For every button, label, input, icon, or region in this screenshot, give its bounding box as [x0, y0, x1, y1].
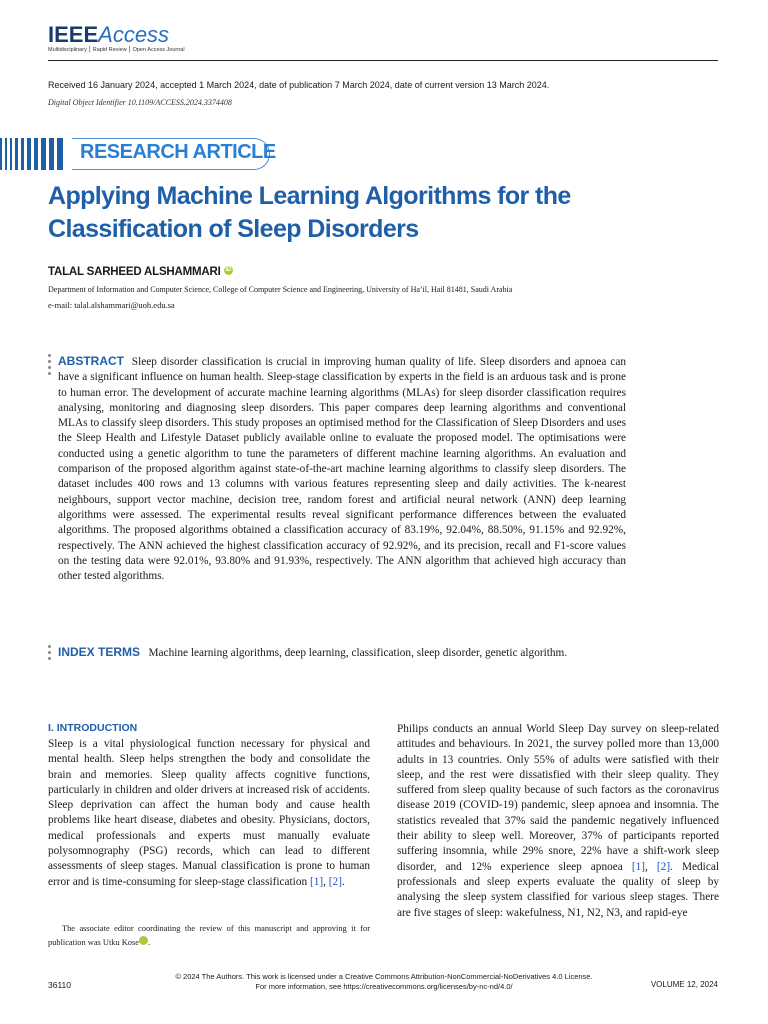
article-type: RESEARCH ARTICLE — [80, 141, 276, 163]
intro-right-text-b: . Medical professionals and sleep experts evaluate the quality of sleep by analysing the sleep system classified for various sleep stages. There are five stages of sleep: wakefulness, N1, N2, N3, and rapid-eye — [397, 860, 719, 919]
index-terms-text: Machine learning algorithms, deep learning, classification, sleep disorder, genetic algorithm. — [148, 647, 568, 659]
paper-title: Applying Machine Learning Algorithms for the Classification of Sleep Disorders — [48, 182, 571, 243]
abstract-dots-icon — [48, 354, 52, 378]
received-dates: Received 16 January 2024, accepted 1 March 2024, date of publication 7 March 2024, date of current version 13 March 2024. — [48, 80, 550, 90]
abstract-text: Sleep disorder classification is crucial in improving human quality of life. Sleep disorders and apnoea can have a significant influence on human health. Sleep-stage classification by experts in the field is an arduous task and is prone to human error. The development of accurate machine learning algorithms (MLAs) for sleep disorder classification requires analysing, monitoring and diagnosing sleep disorders. This paper compares deep learning algorithms and conventional MLAs to classify sleep disorders. This study proposes an optimised method for the Classification of Sleep Disorders and uses the Sleep Health and Lifestyle Dataset publicly available online to evaluate the proposed model. The optimisations were conducted using a genetic algorithm to tune the parameters of different machine learning algorithms. An evaluation and comparison of the proposed algorithm against state-of-the-art machine learning algorithms to classify sleep disorders. The dataset includes 400 rows and 13 columns with various features representing sleep and daily activities. The k-nearest neighbours, support vector machine, decision tree, random forest and artificial neural network (ANN) deep learning algorithms were assessed. The experimental results reveal significant performance differences between the evaluated algorithms. The proposed algorithms obtained a classification accuracy of 83.19%, 92.04%, 88.50%, 91.15% and 92.92%, respectively. The ANN achieved the highest classification accuracy of 92.92%, and its precision, recall and F1-score values on the testing data were 92.01%, 93.80% and 91.93%, respectively. The ANN algorithm that achieved high accuracy than other tested algorithms. — [58, 356, 627, 583]
abstract-label: ABSTRACT — [58, 354, 124, 368]
author-line — [48, 266, 233, 278]
index-terms-label: INDEX TERMS — [58, 645, 141, 659]
index-terms — [58, 645, 626, 661]
intro-right-text-a: Philips conducts an annual World Sleep Day survey on sleep-related attitudes and behaviours. In 2021, the survey polled more than 13,000 adults in 13 countries. Only 55% of adults were satisfied with their sleep, and the rest were dissatisfied with their sleep quality. They suffered from sleep quality because of such factors as the coronavirus disease 2019 (COVID-19) pandemic, sleep apnoea and insomnia. The statistics revealed that 37% said the pandemic negatively influenced their ability to sleep well. Moreover, 37% of participants reported suffering insomnia, while 29% snore, 22% have a shift-work sleep disorder, and 12% experience sleep apnoea — [397, 723, 719, 873]
page-number: 36110 — [48, 980, 72, 990]
editor-footnote-text: The associate editor coordinating the review of this manuscript and approving it for publication was Utku Kose — [48, 924, 370, 947]
citation-link[interactable]: [1] — [309, 875, 324, 888]
author-affiliation: Department of Information and Computer Science, College of Computer Science and Engineering, University of Ha’il, Hail 81481, Saudi Arabia — [48, 285, 513, 294]
doi[interactable]: Digital Object Identifier 10.1109/ACCESS.2024.3374408 — [48, 98, 232, 107]
citation-link[interactable]: [2] — [328, 875, 342, 888]
orcid-icon[interactable]: iD — [225, 267, 231, 273]
journal-logo — [48, 22, 169, 48]
index-terms-dots-icon — [48, 645, 52, 665]
author-email[interactable]: e-mail: talal.alshammari@uoh.edu.sa — [48, 300, 175, 310]
journal-tagline: Multidisciplinary ⎮ Rapid Review ⎮ Open Access Journal — [48, 47, 185, 53]
journal-logo-ieee: IEEE — [48, 22, 99, 47]
orcid-icon[interactable]: iD — [139, 936, 148, 945]
banner-stripes — [0, 138, 68, 170]
section-heading-introduction: I. INTRODUCTION — [48, 722, 138, 734]
citation-link[interactable]: [1] — [631, 860, 646, 873]
license-line-2[interactable]: For more information, see https://creativecommons.org/licenses/by-nc-nd/4.0/ — [255, 982, 513, 991]
license-line-1[interactable]: © 2024 The Authors. This work is licensed under a Creative Commons Attribution-NonCommercial-NoDerivatives 4.0 License. — [175, 972, 593, 981]
editor-footnote: The associate editor coordinating the review of this manuscript and approving it for publication was Utku Kose iD. — [48, 924, 370, 947]
header-rule — [48, 60, 718, 61]
citation-link[interactable]: [2] — [656, 860, 671, 873]
intro-left-text: Sleep is a vital physiological function necessary for physical and mental health. Sleep helps strengthen the body and consolidate the brain and memories. Sleep quality affects cognitive functions, particularly in children and older drivers at increased risk of accidents. Sleep deprivation can affect the human body and cause health problems like heart disease, diabetes and obesity. Physicians, doctors, medical professionals and experts must manually evaluate polysomnography (PSG) records, which can lead to different assessments of sleep stages. Manual classification is prone to human error and is time-consuming for sleep-stage classification — [48, 738, 370, 888]
intro-right-column: Philips conducts an annual World Sleep Day survey on sleep-related attitudes and behaviours. In 2021, the survey polled more than 13,000 adults in 13 countries. Only 55% of adults were satisfied with their sleep, and the rest were dissatisfied with their sleep quality. They suffered from sleep quality because of such factors as the coronavirus disease 2019 (COVID-19) pandemic, sleep apnoea and insomnia. The statistics revealed that 37% said the pandemic negatively influenced their ability to sleep well. Moreover, 37% of participants reported suffering insomnia, while 29% snore, 22% have a shift-work sleep disorder, and 12% experience sleep apnoea [1], [2]. Medical professionals and sleep experts evaluate the quality of sleep by analysing the sleep system classified for various sleep stages. There are five stages of sleep: wakefulness, N1, N2, N3, and rapid-eye — [397, 723, 719, 919]
abstract — [58, 354, 626, 584]
volume-label: VOLUME 12, 2024 — [650, 980, 718, 989]
author-name: TALAL SARHEED ALSHAMMARI — [48, 266, 221, 278]
intro-left-column: Sleep is a vital physiological function necessary for physical and mental health. Sleep helps strengthen the body and consolidate the brain and memories. Sleep quality affects cognitive functions, particularly in children and older drivers at increased risk of accidents. Sleep deprivation can affect the human body and cause health problems like heart disease, diabetes and obesity. Physicians, doctors, medical professionals and experts must manually evaluate polysomnography (PSG) records, which can lead to different assessments of sleep stages. Manual classification is prone to human error and is time-consuming for sleep-stage classification [1], [2]. — [48, 738, 370, 888]
journal-logo-access: Access — [98, 22, 170, 47]
